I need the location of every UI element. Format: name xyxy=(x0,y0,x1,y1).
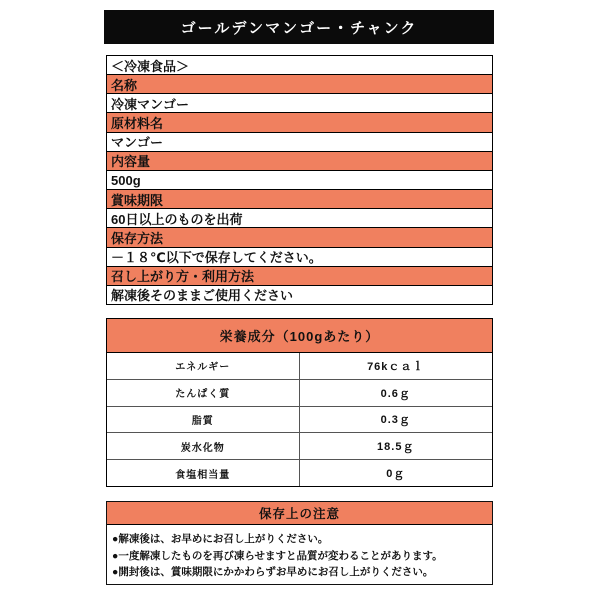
food-type-label: ＜冷凍食品＞ xyxy=(111,58,190,74)
protein-value: 0.6ｇ xyxy=(380,387,411,400)
product-title: ゴールデンマンゴー・チャンク xyxy=(180,19,418,37)
net-content-label: 内容量 xyxy=(111,154,151,170)
product-title-bar xyxy=(104,10,494,44)
table-row-name-value xyxy=(107,94,492,113)
product-spec-table xyxy=(106,55,493,305)
table-row-net-content-value xyxy=(107,171,492,190)
energy-label: エネルギー xyxy=(107,353,300,379)
ingredients-value: マンゴー xyxy=(111,135,164,151)
table-row-best-before-value xyxy=(107,209,492,228)
storage-notes-body xyxy=(107,525,492,584)
storage-note-item: ●解凍後は、お早めにお召し上がりください。 xyxy=(112,533,329,545)
table-row-best-before-label xyxy=(107,190,492,209)
ingredients-label: 原材料名 xyxy=(111,116,164,132)
nutrition-table-title: 栄養成分（100gあたり） xyxy=(107,319,492,353)
salt-value: 0ｇ xyxy=(386,468,406,481)
nutrition-row-protein xyxy=(107,380,492,407)
salt-label: 食塩相当量 xyxy=(107,460,300,486)
nutrition-row-carbohydrate xyxy=(107,433,492,460)
serving-value: 解凍後そのままご使用ください xyxy=(111,288,294,304)
table-row-net-content-label xyxy=(107,152,492,171)
energy-value: 76kｃａｌ xyxy=(367,360,425,373)
table-row-food-type xyxy=(107,56,492,75)
storage-note-item: ●開封後は、賞味期限にかかわらずお早めにお召し上がりください。 xyxy=(112,566,434,578)
nutrition-row-fat xyxy=(107,407,492,434)
table-row-storage-method-label xyxy=(107,228,492,247)
nutrition-row-salt xyxy=(107,460,492,486)
table-row-name-label xyxy=(107,75,492,94)
nutrition-row-energy xyxy=(107,353,492,380)
table-row-serving-label xyxy=(107,267,492,286)
net-content-value: 500g xyxy=(111,172,141,188)
nutrition-table xyxy=(106,318,493,487)
best-before-value: 60日以上のものを出荷 xyxy=(111,211,243,227)
carbohydrate-value: 18.5ｇ xyxy=(377,441,415,454)
table-row-serving-value xyxy=(107,286,492,304)
table-row-storage-method-value xyxy=(107,248,492,267)
table-row-ingredients-label xyxy=(107,113,492,132)
protein-label: たんぱく質 xyxy=(107,380,300,406)
name-value: 冷凍マンゴー xyxy=(111,96,190,112)
storage-notes-box xyxy=(106,501,493,585)
storage-method-label: 保存方法 xyxy=(111,230,164,246)
table-row-ingredients-value xyxy=(107,133,492,152)
storage-notes-title: 保存上の注意 xyxy=(107,502,492,525)
fat-label: 脂質 xyxy=(107,407,300,433)
storage-note-item: ●一度解凍したものを再び凍らせますと品質が変わることがあります。 xyxy=(112,549,443,562)
carbohydrate-label: 炭水化物 xyxy=(107,433,300,459)
fat-value: 0.3ｇ xyxy=(380,414,411,427)
storage-method-value: －１８℃以下で保存してください。 xyxy=(111,250,322,266)
serving-label: 召し上がり方・利用方法 xyxy=(111,269,255,285)
best-before-label: 賞味期限 xyxy=(111,192,164,208)
name-label: 名称 xyxy=(111,77,138,93)
